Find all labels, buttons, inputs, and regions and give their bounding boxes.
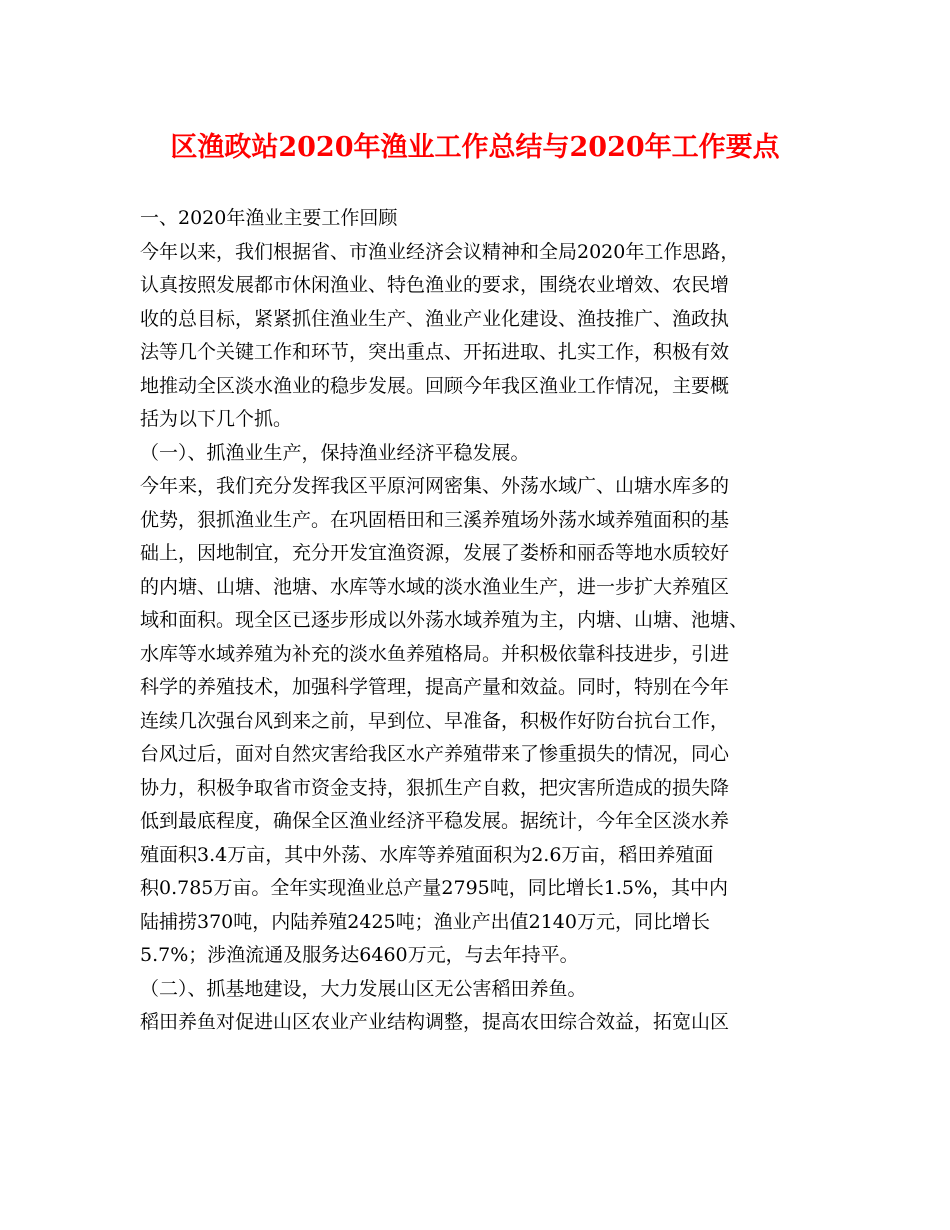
document-title: 区渔政站2020年渔业工作总结与2020年工作要点 [170,132,780,163]
subsection-heading: （一）、抓渔业生产，保持渔业经济平稳发展。 [140,441,530,464]
subsection-heading: （二）、抓基地建设，大力发展山区无公害稻田养鱼。 [140,977,587,1000]
document-body [140,202,830,1040]
paragraph: 今年来，我们充分发挥我区平原河网密集、外荡水域广、山塘水库多的 优势，狠抓渔业生产。在巩固梧田和三溪养殖场外荡水域养殖面积的基 础上，因地制宜，充分开发宜渔资源，发展了娄桥和丽岙等地水质较好 的内塘、山塘、池塘、水库等水域的淡水渔业生产，进一步扩大养殖区 域和面积。现全区已逐步形成以外荡水域养殖为主，内塘、山塘、池塘、 水库等水域养殖为补充的淡水鱼养殖格局。并积极依靠科技进步，引进 科学的养殖技术，加强科学管理，提高产量和效益。同时，特别在今年 连续几次强台风到来之前，早到位、早准备，积极作好防台抗台工作， 台风过后，面对自然灾害给我区水产养殖带来了惨重损失的情况，同心 协力，积极争取省市资金支持，狠抓生产自救，把灾害所造成的损失降 低到最底程度，确保全区渔业经济平稳发展。据统计，今年全区淡水养 殖面积3.4万亩，其中外荡、水库等养殖面积为2.6万亩，稻田养殖面 积0.785万亩。全年实现渔业总产量2795吨，同比增长1.5%，其中内 陆捕捞370吨，内陆养殖2425吨；渔业产出值2140万元，同比增长 5.7%；涉渔流通及服务达6460万元，与去年持平。 [140,475,749,966]
paragraph: 今年以来，我们根据省、市渔业经济会议精神和全局2020年工作思路， 认真按照发展都市休闲渔业、特色渔业的要求，围绕农业增效、农民增 收的总目标，紧紧抓住渔业生产、渔业产业化建设、渔技推广、渔政执 法等几个关键工作和环节，突出重点、开拓进取、扎实工作，积极有效 地推动全区淡水渔业的稳步发展。回顾今年我区渔业工作情况，主要概 括为以下几个抓。 [140,240,740,430]
section-heading: 一、2020年渔业主要工作回顾 [140,207,398,229]
paragraph: 稻田养鱼对促进山区农业产业结构调整，提高农田综合效益，拓宽山区 [140,1011,730,1033]
